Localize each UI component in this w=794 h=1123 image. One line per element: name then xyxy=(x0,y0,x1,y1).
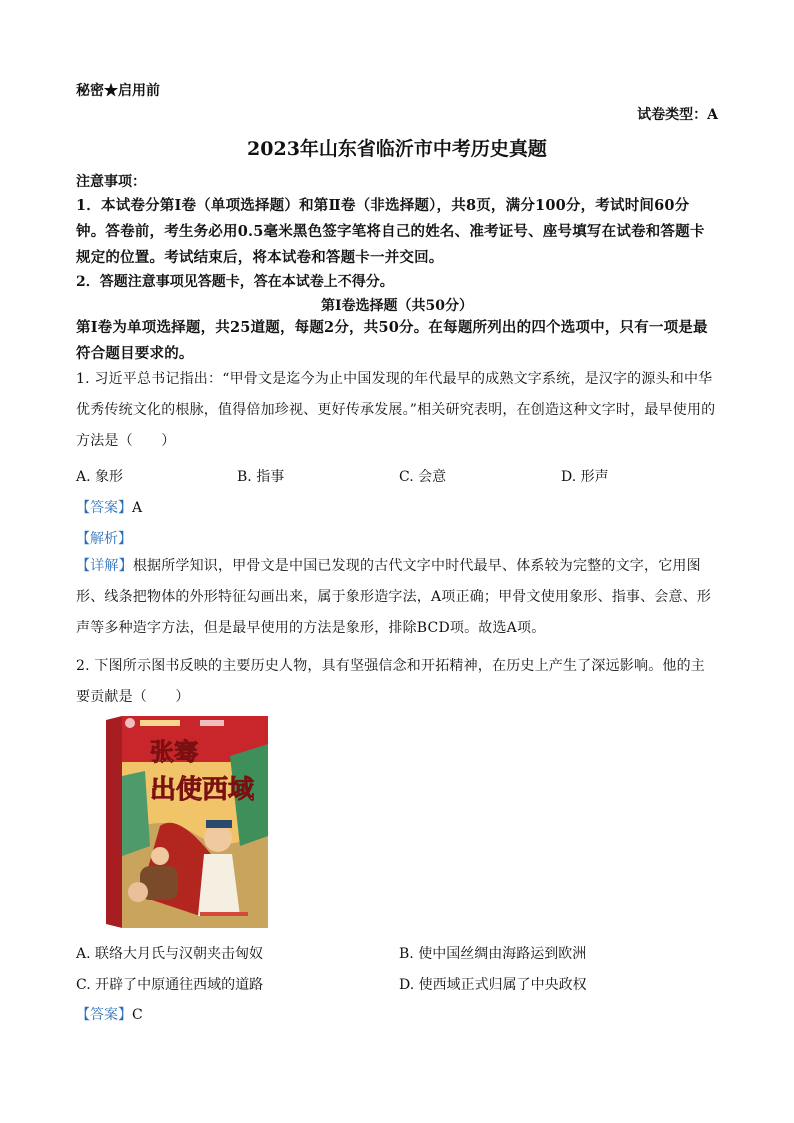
q2-option-a: A. 联络大月氏与汉朝夹击匈奴 xyxy=(76,946,264,962)
answer-value: C xyxy=(132,1007,143,1023)
header-secret: 秘密★启用前 xyxy=(76,83,160,99)
detail-text: 根据所学知识，甲骨文是中国已发现的古代文字中时代最早、体系较为完整的文字，它用图形、线条把物体的外形特征勾画出来，属于象形造字法，A项正确；甲骨文使用象形、指事、会意、形声等多种造字方法，但是最早使用的方法是象形，排除BCD项。故选A项。 xyxy=(76,558,712,636)
q1-option-b: B. 指事 xyxy=(237,469,285,485)
page-title: 2023年山东省临沂市中考历史真题 xyxy=(247,138,547,160)
section-title: 第Ⅰ卷选择题（共50分） xyxy=(320,298,474,314)
notice-item-2: 2．答题注意事项见答题卡，答在本试卷上不得分。 xyxy=(76,274,394,290)
notice-heading: 注意事项： xyxy=(76,174,146,190)
answer-label: 【答案】 xyxy=(76,500,132,516)
section-intro: 第Ⅰ卷为单项选择题，共25道题，每题2分，共50分。在每题所列出的四个选项中，只有一项是最符合题目要求的。 xyxy=(76,319,708,362)
q1-detail xyxy=(76,551,718,644)
book-cover-image xyxy=(100,716,268,928)
q2-option-c: C. 开辟了中原通往西域的道路 xyxy=(76,977,264,993)
question-1-stem: 1. 习近平总书记指出：“甲骨文是迄今为止中国发现的年代最早的成熟文字系统，是汉字的源头和中华优秀传统文化的根脉，值得倍加珍视、更好传承发展。”相关研究表明，在创造这种文字时，最早使用的方法是（ ） xyxy=(76,371,716,449)
q1-option-c: C. 会意 xyxy=(399,469,447,485)
detail-label: 【详解】 xyxy=(76,558,133,574)
q2-option-b: B. 使中国丝绸由海路运到欧洲 xyxy=(399,946,587,962)
book-title-line-1: 张骞 xyxy=(150,738,198,766)
q1-answer xyxy=(76,497,142,517)
q1-option-a: A. 象形 xyxy=(76,469,124,485)
q1-option-d: D. 形声 xyxy=(561,469,609,485)
q2-option-d: D. 使西域正式归属了中央政权 xyxy=(399,977,587,993)
header-paper-type: 试卷类型：A xyxy=(637,107,718,123)
book-cover-illustration xyxy=(100,716,268,928)
q2-answer xyxy=(76,1004,143,1024)
q1-analysis-label: 【解析】 xyxy=(76,531,132,547)
question-2-stem: 2. 下图所示图书反映的主要历史人物，具有坚强信念和开拓精神，在历史上产生了深远影响。他的主要贡献是（ ） xyxy=(76,658,706,705)
book-title-line-2: 出使西域 xyxy=(150,775,255,805)
notice-item-1: 1．本试卷分第Ⅰ卷（单项选择题）和第Ⅱ卷（非选择题），共8页，满分100分，考试时间60分钟。答卷前，考生务必用0.5毫米黑色签字笔将自己的姓名、准考证号、座号填写在试卷和答题卡规定的位置。考试结束后，将本试卷和答题卡一并交回。 xyxy=(76,197,705,266)
answer-value: A xyxy=(132,500,143,516)
answer-label: 【答案】 xyxy=(76,1007,132,1023)
